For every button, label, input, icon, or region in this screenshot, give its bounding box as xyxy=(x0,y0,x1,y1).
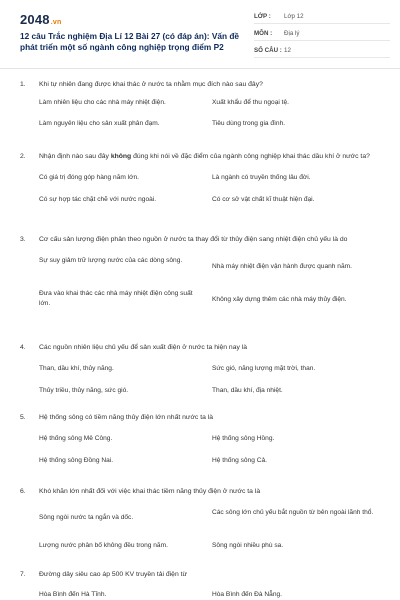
question-number: 1. xyxy=(20,81,26,88)
question-5 xyxy=(20,413,380,464)
question-number: 3. xyxy=(20,236,26,243)
question-number: 4. xyxy=(20,344,26,351)
question-number: 5. xyxy=(20,414,26,421)
question-text: Cơ cấu sản lượng điện phân theo nguồn ở nước ta thay đổi từ thủy điện sang nhiệt điện chủ yếu là do xyxy=(39,236,348,243)
question-stem xyxy=(20,343,380,354)
answer-option[interactable]: Thủy triều, thủy năng, sức gió. xyxy=(39,386,129,394)
answer-option[interactable]: Các sông lớn chủ yếu bắt nguồn từ bên ngoài lãnh thổ. xyxy=(212,508,374,516)
answer-option[interactable]: Làm nguyên liệu cho sản xuất phân đạm. xyxy=(39,119,160,127)
question-stem xyxy=(20,152,380,163)
question-4 xyxy=(20,343,380,394)
answer-option[interactable]: Hệ thống sông Đồng Nai. xyxy=(39,456,114,464)
question-stem xyxy=(20,413,380,424)
logo-suffix: .vn xyxy=(50,19,62,26)
question-6 xyxy=(20,487,380,549)
question-number: 2. xyxy=(20,153,26,160)
question-stem xyxy=(20,235,380,246)
meta-row-count xyxy=(254,44,390,58)
answer-option[interactable]: Sự suy giảm trữ lượng nước của các dòng sông. xyxy=(39,256,183,264)
answer-option[interactable]: Có cơ sở vật chất kĩ thuật hiện đại. xyxy=(212,195,315,203)
answer-option[interactable]: Đưa vào khai thác các nhà máy nhiệt điện công suất lớn. xyxy=(39,289,193,307)
meta-value: Lớp 12 xyxy=(284,13,304,20)
site-logo[interactable] xyxy=(20,12,61,27)
question-7 xyxy=(20,570,380,598)
question-text-after: đúng khi nói về đặc điểm của ngành công nghiệp khai thác dầu khí ở nước ta? xyxy=(131,153,370,160)
page-title: 12 câu Trắc nghiệm Địa Lí 12 Bài 27 (có đáp án): Vấn đề phát triển một số ngành công nghiệp trọng điểm P2 xyxy=(20,31,240,52)
question-stem xyxy=(20,80,380,91)
question-text: Các nguồn nhiên liệu chủ yếu để sản xuất điện ở nước ta hiện nay là xyxy=(39,344,248,351)
answer-option[interactable]: Xuất khẩu để thu ngoại tệ. xyxy=(212,98,289,106)
question-number: 7. xyxy=(20,571,26,578)
question-stem xyxy=(20,487,380,498)
logo-text: 2048 xyxy=(20,12,50,27)
question-text: Khi tự nhiên đang được khai thác ở nước ta nhằm mục đích nào sau đây? xyxy=(39,81,263,88)
answer-option[interactable]: Có giá trị đóng góp hàng năm lớn. xyxy=(39,173,139,181)
question-2 xyxy=(20,152,380,203)
answer-option[interactable]: Than, dầu khí, địa nhiệt. xyxy=(212,386,283,394)
question-text-emphasis: không xyxy=(110,153,132,160)
answer-option[interactable]: Làm nhiên liệu cho các nhà máy nhiệt điện. xyxy=(39,98,166,106)
page-header xyxy=(0,0,400,69)
answer-option[interactable]: Hệ thống sông Hồng. xyxy=(212,434,275,442)
meta-row-subject xyxy=(254,27,390,41)
answer-option[interactable]: Hệ thống sông Mê Công. xyxy=(39,434,113,442)
answer-option[interactable]: Là ngành có truyền thống lâu đời. xyxy=(212,173,311,181)
answer-option[interactable]: Sức gió, năng lượng mặt trời, than. xyxy=(212,364,316,372)
question-stem xyxy=(20,570,380,581)
question-3 xyxy=(20,235,380,307)
answer-option[interactable]: Hòa Bình đến Hà Tĩnh. xyxy=(39,590,107,598)
answer-option[interactable]: Sông ngòi nhiều phù sa. xyxy=(212,541,284,549)
answer-option[interactable]: Hệ thống sông Cả. xyxy=(212,456,267,464)
answer-option[interactable]: Lượng nước phân bố không đều trong năm. xyxy=(39,541,168,549)
answer-option[interactable]: Nhà máy nhiệt điện vận hành được quanh năm. xyxy=(212,262,352,270)
answer-option[interactable]: Hòa Bình đến Đà Nẵng. xyxy=(212,590,283,598)
question-text: Đường dây siêu cao áp 500 KV truyền tải điện từ xyxy=(39,571,188,578)
answer-option[interactable]: Có sự hợp tác chặt chẽ với nước ngoài. xyxy=(39,195,157,203)
meta-value: 12 xyxy=(284,47,291,54)
question-text: Khó khăn lớn nhất đối với việc khai thác tiềm năng thủy điện ở nước ta là xyxy=(39,488,261,495)
meta-label: LỚP : xyxy=(254,13,271,20)
meta-label: MÔN : xyxy=(254,30,273,37)
question-text-before: Nhận định nào sau đây xyxy=(39,153,111,160)
answer-option[interactable]: Tiêu dùng trong gia đình. xyxy=(212,119,286,127)
answer-option[interactable]: Không xây dựng thêm các nhà máy thủy điện. xyxy=(212,295,347,303)
answer-option[interactable]: Than, dầu khí, thủy năng. xyxy=(39,364,114,372)
question-number: 6. xyxy=(20,488,26,495)
question-1 xyxy=(20,80,380,127)
question-text: Hệ thống sông có tiềm năng thủy điện lớn nhất nước ta là xyxy=(39,414,214,421)
answer-option[interactable]: Sông ngòi nước ta ngắn và dốc. xyxy=(39,513,134,521)
meta-info xyxy=(254,10,390,61)
meta-row-class xyxy=(254,10,390,24)
meta-value: Địa lý xyxy=(284,30,300,37)
meta-label: SỐ CÂU : xyxy=(254,47,282,54)
